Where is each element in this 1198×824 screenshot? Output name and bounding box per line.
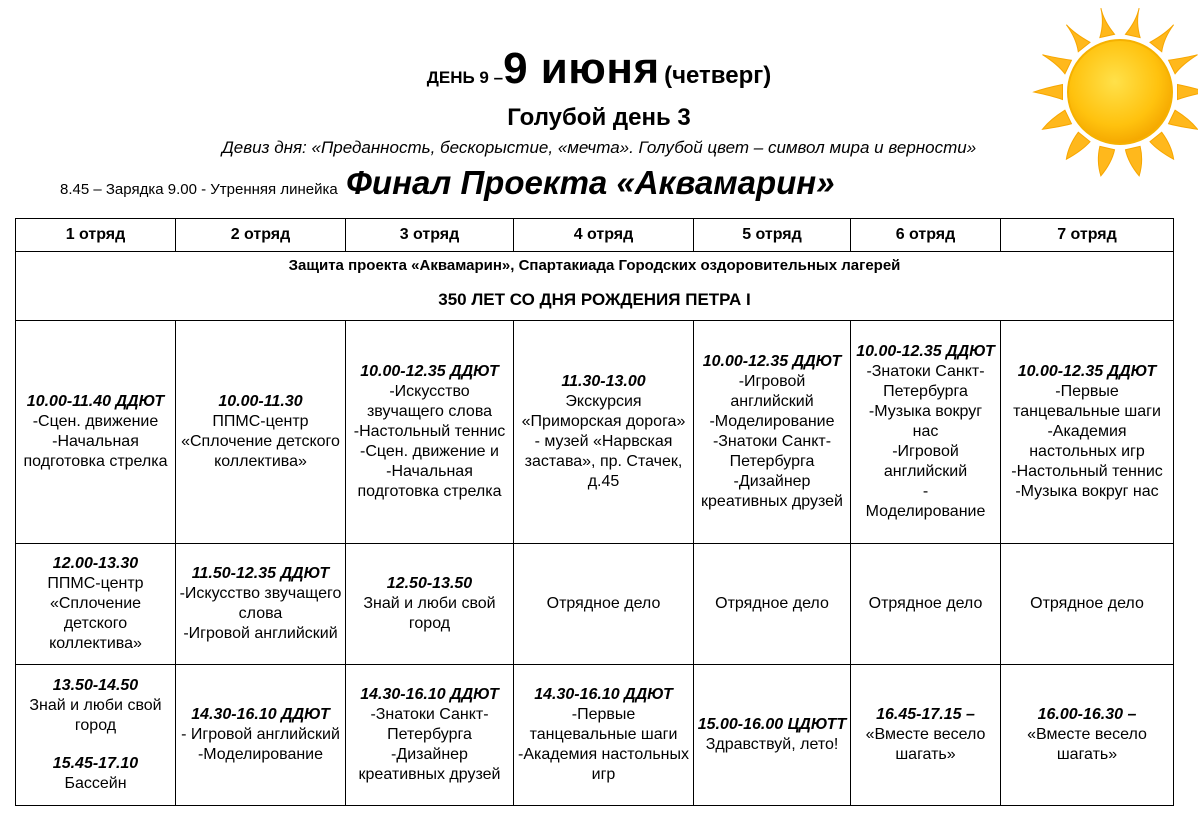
- sun-ray: [1178, 84, 1198, 99]
- project-title: Финал Проекта «Аквамарин»: [346, 164, 835, 201]
- cell-line: -Первые танцевальные шаги: [1013, 383, 1161, 420]
- cell-line: -Сцен. движение и: [360, 443, 499, 460]
- cell-line: ППМС-центр «Сплочение детского коллектива»: [181, 413, 340, 470]
- cell-line: -Игровой английский: [730, 373, 814, 410]
- cell-time: 10.00-12.35 ДДЮТ: [856, 343, 995, 360]
- event-anniversary: 350 ЛЕТ СО ДНЯ РОЖДЕНИЯ ПЕТРА I: [438, 290, 751, 309]
- cell-line: -Знатоки Санкт-Петербурга: [866, 363, 985, 400]
- header-row: [16, 219, 1174, 252]
- cell-time: 10.00-11.40 ДДЮТ: [26, 393, 165, 410]
- sun-ray: [1169, 55, 1198, 74]
- table-row: [16, 544, 1174, 665]
- cell-line: Знай и люби свой город: [363, 595, 496, 632]
- sun-icon: [1012, 0, 1198, 210]
- schedule-cell: [694, 665, 851, 806]
- schedule-cell: [16, 665, 176, 806]
- cell-line: -Музыка вокруг нас: [1015, 483, 1159, 500]
- column-header: 7 отряд: [1001, 219, 1174, 252]
- event-row: [16, 252, 1174, 321]
- schedule-table: [15, 218, 1174, 806]
- cell-line: -Сцен. движение: [32, 413, 159, 430]
- cell-line: -Искусство звучащего слова: [366, 383, 493, 420]
- schedule-cell: [346, 665, 514, 806]
- sun-ray: [1169, 110, 1198, 129]
- cell-time: 15.00-16.00 ЦДЮТТ: [697, 716, 847, 733]
- cell-line: -Начальная подготовка стрелка: [23, 433, 168, 470]
- column-header: 2 отряд: [176, 219, 346, 252]
- schedule-cell: [176, 544, 346, 665]
- cell-line: -Игровой английский: [883, 443, 968, 480]
- sun-ray: [1043, 55, 1072, 74]
- cell-line: -Академия настольных игр: [1029, 423, 1145, 460]
- day-subtitle: Голубой день 3: [507, 104, 691, 131]
- schedule-cell: Отрядное дело: [694, 544, 851, 665]
- sun-ray: [1034, 84, 1062, 99]
- schedule-cell: [514, 665, 694, 806]
- sun-ray: [1125, 146, 1141, 175]
- schedule-cell: [1001, 321, 1174, 544]
- cell-time: 10.00-12.35 ДДЮТ: [702, 353, 842, 370]
- cell-line: Бассейн: [64, 775, 127, 792]
- schedule-cell: [1001, 665, 1174, 806]
- cell-line: «Вместе весело шагать»: [865, 726, 986, 763]
- cell-line: -: [922, 483, 929, 500]
- event-cell: [16, 252, 1174, 321]
- sun-ray: [1150, 25, 1174, 52]
- column-header: 1 отряд: [16, 219, 176, 252]
- schedule-cell: [514, 321, 694, 544]
- sun-ray: [1100, 8, 1115, 37]
- cell-time: 14.30-16.10 ДДЮТ: [360, 686, 499, 703]
- morning-schedule: 8.45 – Зарядка 9.00 - Утренняя линейка: [60, 181, 338, 198]
- schedule-cell: Отрядное дело: [1001, 544, 1174, 665]
- cell-line: -Моделирование: [709, 413, 835, 430]
- schedule-cell: [851, 321, 1001, 544]
- cell-time: 16.00-16.30 –: [1037, 706, 1137, 723]
- cell-line: -Знатоки Санкт-Петербурга: [370, 706, 489, 743]
- cell-time: 11.30-13.00: [561, 373, 646, 390]
- cell-time: 14.30-16.10 ДДЮТ: [191, 706, 330, 723]
- day-motto: Девиз дня: «Преданность, бескорыстие, «мечта». Голубой цвет – символ мира и верности»: [221, 138, 977, 157]
- schedule-cell: Отрядное дело: [851, 544, 1001, 665]
- event-title: Защита проекта «Аквамарин», Спартакиада Городских оздоровительных лагерей: [288, 257, 901, 274]
- cell-time: 10.00-12.35 ДДЮТ: [360, 363, 499, 380]
- cell-line: Знай и люби свой город: [29, 697, 162, 734]
- day-date: 9 июня: [503, 44, 660, 93]
- cell-line: Здравствуй, лето!: [705, 736, 839, 753]
- schedule-cell: Отрядное дело: [514, 544, 694, 665]
- day-number: ДЕНЬ 9 –: [426, 68, 504, 87]
- cell-line: -Знатоки Санкт-Петербурга: [712, 433, 832, 470]
- schedule-cell: [16, 544, 176, 665]
- column-header: 3 отряд: [346, 219, 514, 252]
- schedule-cell: [176, 665, 346, 806]
- cell-time: 16.45-17.15 –: [876, 706, 975, 723]
- cell-time: 11.50-12.35 ДДЮТ: [191, 565, 330, 582]
- cell-line: -Игровой английский: [183, 625, 338, 642]
- sun-ray: [1150, 132, 1174, 159]
- sun-ray: [1125, 8, 1140, 37]
- cell-line: -Академия настольных игр: [518, 746, 689, 783]
- cell-time: 14.30-16.10 ДДЮТ: [534, 686, 673, 703]
- cell-time: 10.00-12.35 ДДЮТ: [1017, 363, 1157, 380]
- cell-time: 12.50-13.50: [386, 575, 473, 592]
- cell-time: 12.00-13.30: [52, 555, 139, 572]
- cell-line: -Искусство звучащего слова: [179, 585, 342, 622]
- sun-ray: [1066, 132, 1090, 159]
- cell-line: ППМС-центр «Сплочение детского коллектива»: [47, 575, 144, 652]
- cell-line: -Первые танцевальные шаги: [529, 706, 678, 743]
- cell-line: -Моделирование: [197, 746, 324, 763]
- column-header: 6 отряд: [851, 219, 1001, 252]
- cell-line: Моделирование: [865, 503, 986, 520]
- cell-line: Экскурсия «Приморская дорога» - музей «Нарвская застава», пр. Стачек, д.45: [521, 393, 686, 490]
- cell-time: 13.50-14.50: [52, 677, 139, 694]
- day-weekday: (четверг): [664, 62, 772, 89]
- cell-time: 15.45-17.10: [52, 755, 139, 772]
- cell-line: -Музыка вокруг нас: [868, 403, 983, 440]
- schedule-cell: [851, 665, 1001, 806]
- cell-line: -Настольный теннис: [1011, 463, 1163, 480]
- schedule-cell: [346, 544, 514, 665]
- sun-ray: [1066, 25, 1090, 52]
- schedule-cell: [176, 321, 346, 544]
- cell-line: -Дизайнер креативных друзей: [701, 473, 843, 510]
- column-header: 5 отряд: [694, 219, 851, 252]
- schedule-cell: [16, 321, 176, 544]
- cell-line: -Начальная подготовка стрелка: [357, 463, 502, 500]
- table-row: [16, 321, 1174, 544]
- cell-line: «Вместе весело шагать»: [1027, 726, 1147, 763]
- sun-ray: [1043, 110, 1072, 129]
- column-header: 4 отряд: [514, 219, 694, 252]
- table-row: [16, 665, 1174, 806]
- schedule-cell: [346, 321, 514, 544]
- cell-line: -Настольный теннис: [353, 423, 506, 440]
- cell-line: -Дизайнер креативных друзей: [358, 746, 501, 783]
- sun-ray: [1098, 146, 1114, 175]
- cell-line: - Игровой английский: [181, 726, 340, 743]
- cell-time: 10.00-11.30: [218, 393, 303, 410]
- schedule-cell: [694, 321, 851, 544]
